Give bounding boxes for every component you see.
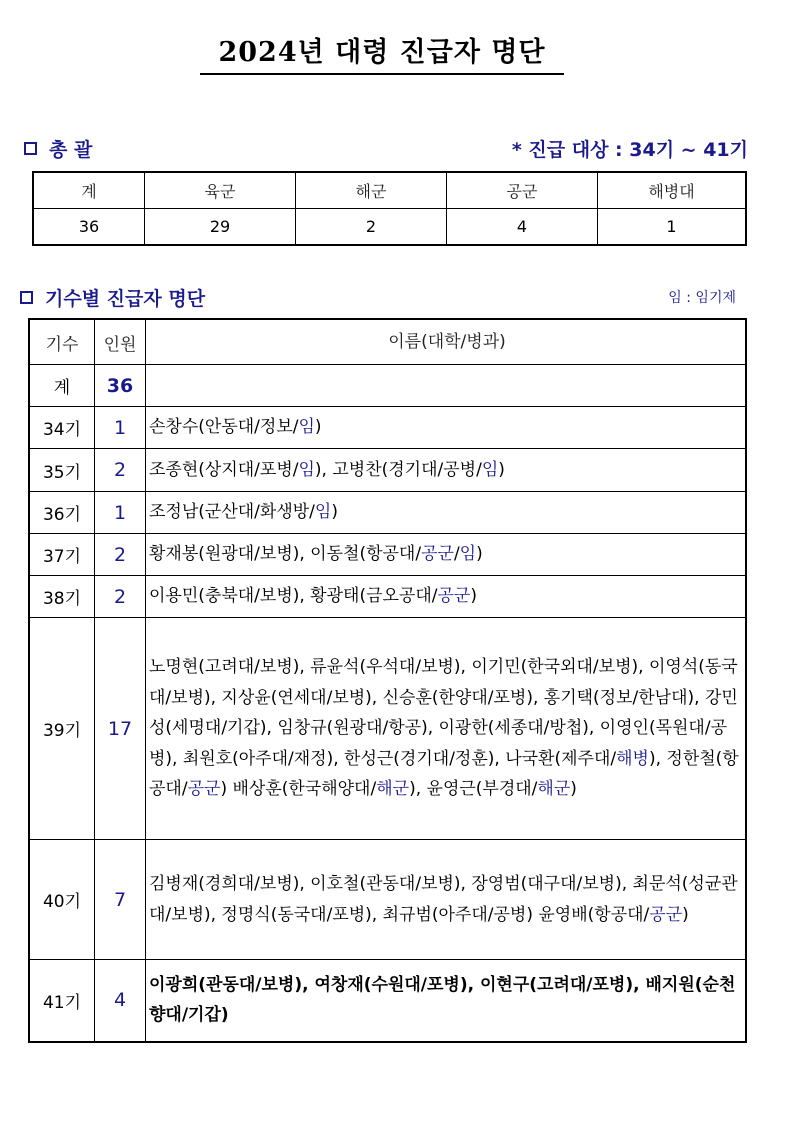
summary-header-row bbox=[33, 172, 746, 209]
name-text: ) bbox=[682, 904, 689, 925]
highlighted-branch-text: 임 bbox=[481, 459, 499, 480]
roster-row bbox=[29, 534, 746, 576]
roster-class-cell: 37기 bbox=[29, 534, 95, 576]
summary-heading bbox=[24, 135, 92, 162]
highlighted-branch-text: 임 bbox=[298, 417, 315, 438]
summary-header-cell: 공군 bbox=[447, 172, 598, 209]
checkbox-square-icon bbox=[24, 142, 37, 155]
roster-header-row bbox=[29, 319, 746, 365]
highlighted-branch-text: 공군 bbox=[649, 904, 683, 925]
name-text: ) bbox=[476, 544, 483, 565]
roster-total-label: 계 bbox=[29, 365, 95, 407]
roster-names-cell bbox=[146, 960, 747, 1042]
roster-header-names: 이름(대학/병과) bbox=[146, 319, 747, 365]
roster-row bbox=[29, 960, 746, 1042]
name-text: ) bbox=[314, 417, 322, 438]
roster-names-cell bbox=[146, 449, 747, 492]
summary-header-cell: 육군 bbox=[145, 172, 296, 209]
roster-class-cell: 41기 bbox=[29, 960, 95, 1042]
roster-names-cell bbox=[146, 534, 747, 576]
name-text: 이광희(관동대/보병), 여창재(수원대/포병), 이현구(고려대/포병), 배지원(순천향대/기갑) bbox=[149, 974, 736, 1026]
roster-total-row bbox=[29, 365, 746, 407]
roster-class-cell: 36기 bbox=[29, 492, 95, 534]
highlighted-branch-text: 공군 bbox=[421, 544, 454, 565]
roster-count-cell: 7 bbox=[95, 840, 146, 960]
roster-class-cell: 38기 bbox=[29, 576, 95, 618]
roster-names-cell bbox=[146, 840, 747, 960]
name-text: 황재봉(원광대/보병), 이동철(항공대/ bbox=[149, 544, 422, 565]
summary-value-cell: 2 bbox=[296, 209, 447, 246]
summary-value-row bbox=[33, 209, 746, 246]
roster-count-cell: 2 bbox=[95, 534, 146, 576]
summary-value-cell: 1 bbox=[598, 209, 747, 246]
roster-row bbox=[29, 492, 746, 534]
summary-table bbox=[32, 171, 747, 246]
highlighted-branch-text: 해군 bbox=[376, 779, 410, 800]
roster-count-cell: 4 bbox=[95, 960, 146, 1042]
promotion-target-note: * 진급 대상 : 34기 ~ 41기 bbox=[511, 139, 748, 161]
roster-header-class: 기수 bbox=[29, 319, 95, 365]
roster-names-cell bbox=[146, 576, 747, 618]
summary-value-cell: 4 bbox=[447, 209, 598, 246]
highlighted-branch-text: 공군 bbox=[187, 779, 221, 800]
roster-count-cell: 17 bbox=[95, 618, 146, 840]
roster-header-count: 인원 bbox=[95, 319, 146, 365]
name-text: ) bbox=[498, 459, 505, 480]
summary-heading-text: 총 괄 bbox=[49, 139, 93, 161]
highlighted-branch-text: 임 bbox=[314, 502, 332, 523]
roster-total-count: 36 bbox=[95, 365, 146, 407]
roster-names-cell bbox=[146, 618, 747, 840]
page-title: 2024년 대령 진급자 명단 bbox=[200, 30, 564, 75]
roster-class-cell: 40기 bbox=[29, 840, 95, 960]
roster-row bbox=[29, 618, 746, 840]
name-text: ), 정한철(항공대/ bbox=[149, 748, 739, 800]
highlighted-branch-text: 해군 bbox=[537, 779, 571, 800]
summary-header-cell: 해군 bbox=[296, 172, 447, 209]
name-text: 김병재(경희대/보병), 이호철(관동대/보병), 장영범(대구대/보병), 최문석(성균관대/보병), 정명식(동국대/포병), 최규범(아주대/공병) 윤영배(항공대/ bbox=[149, 874, 738, 925]
name-text: 노명현(고려대/보병), 류윤석(우석대/보병), 이기민(한국외대/보병), 이영석(동국대/보병), 지상윤(연세대/보병), 신승훈(한양대/포병), 홍기택(정보/한남대), 강민성(세명대/기갑), 임창규(원광대/항공), 이광한(세종대/방첩), 이영인(목원대/공병), 최원호(아주대/재정), 한성근(경기대/정훈), 나국환(제주대/ bbox=[149, 657, 738, 769]
roster-legend: 임 : 임기제 bbox=[668, 290, 736, 306]
summary-value-cell: 29 bbox=[145, 209, 296, 246]
highlighted-branch-text: 공군 bbox=[437, 586, 471, 607]
name-text: 손창수(안동대/정보/ bbox=[149, 417, 299, 438]
summary-header-cell: 해병대 bbox=[598, 172, 747, 209]
roster-class-cell: 35기 bbox=[29, 449, 95, 492]
roster-row bbox=[29, 840, 746, 960]
name-text: ) bbox=[570, 779, 577, 800]
name-text: 이용민(충북대/보병), 황광태(금오공대/ bbox=[149, 586, 438, 607]
roster-names-cell bbox=[146, 407, 747, 449]
roster-table bbox=[28, 318, 747, 1043]
roster-count-cell: 1 bbox=[95, 407, 146, 449]
name-text: ), 고병찬(경기대/공병/ bbox=[314, 459, 482, 480]
roster-heading-text: 기수별 진급자 명단 bbox=[45, 288, 206, 310]
name-text: 조종현(상지대/포병/ bbox=[149, 459, 299, 480]
summary-value-cell: 36 bbox=[33, 209, 145, 246]
name-text: ) bbox=[331, 502, 338, 523]
name-text: ) 배상훈(한국해양대/ bbox=[220, 779, 377, 800]
roster-row bbox=[29, 576, 746, 618]
roster-row bbox=[29, 449, 746, 492]
roster-count-cell: 2 bbox=[95, 576, 146, 618]
roster-class-cell: 34기 bbox=[29, 407, 95, 449]
roster-count-cell: 1 bbox=[95, 492, 146, 534]
roster-names-cell bbox=[146, 492, 747, 534]
roster-class-cell: 39기 bbox=[29, 618, 95, 840]
roster-count-cell: 2 bbox=[95, 449, 146, 492]
highlighted-branch-text: 임 bbox=[459, 544, 477, 565]
summary-header-cell: 계 bbox=[33, 172, 145, 209]
checkbox-square-icon bbox=[20, 291, 33, 304]
name-text: 조정남(군산대/화생방/ bbox=[149, 502, 315, 523]
name-text: ) bbox=[470, 586, 477, 607]
roster-total-names bbox=[146, 365, 747, 407]
roster-heading bbox=[20, 284, 205, 311]
name-text: ), 윤영근(부경대/ bbox=[409, 779, 538, 800]
name-text: / bbox=[453, 544, 460, 565]
roster-row bbox=[29, 407, 746, 449]
highlighted-branch-text: 임 bbox=[298, 459, 315, 480]
highlighted-branch-text: 해병 bbox=[616, 748, 649, 769]
